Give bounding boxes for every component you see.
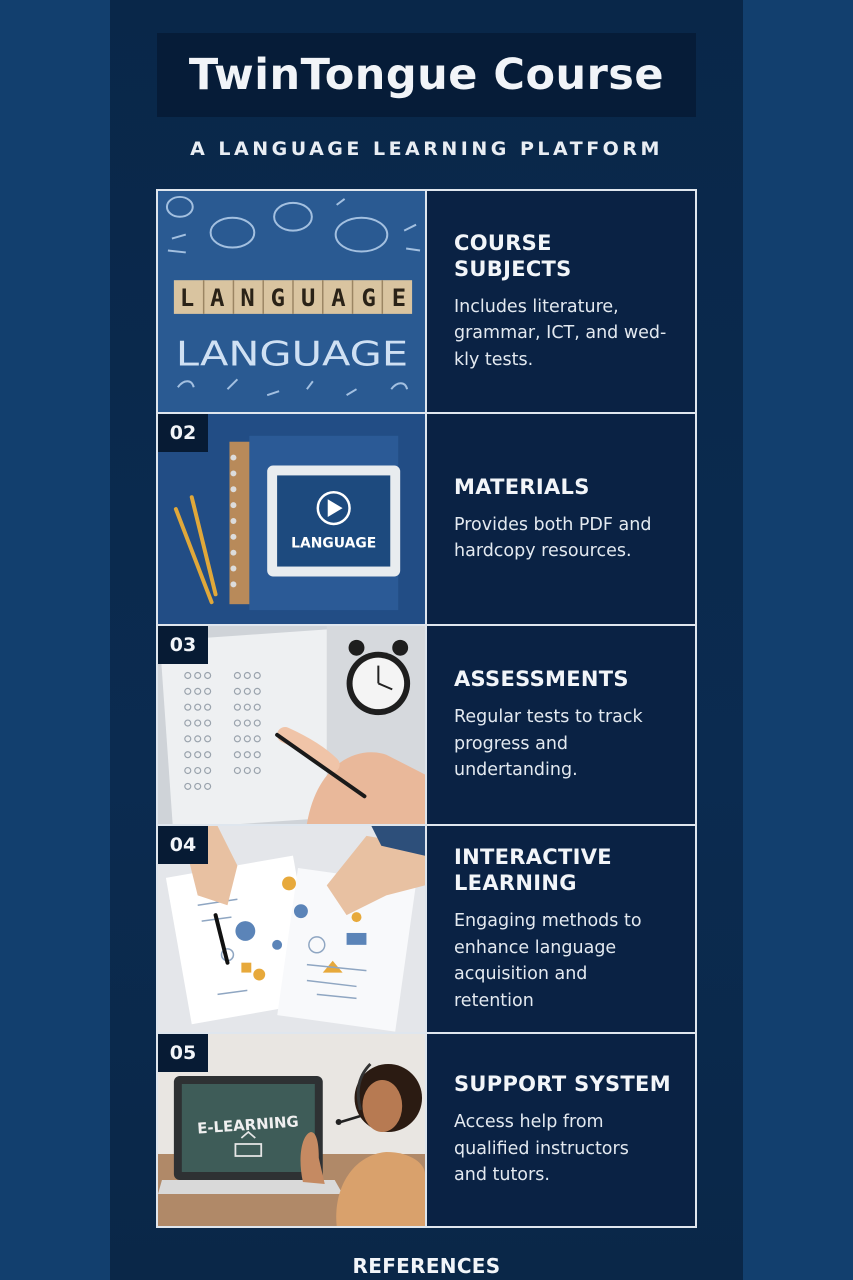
- chalk-text-language: LANGUAGE: [175, 334, 409, 374]
- course-subjects-text: [427, 191, 695, 412]
- interactive-learning-text: [427, 826, 695, 1032]
- course-subjects-heading: COURSE SUBJECTS: [454, 230, 572, 281]
- support-system-description: Access help from qualified instructors and tutors.: [454, 1112, 629, 1186]
- support-system-heading: SUPPORT SYSTEM: [454, 1072, 671, 1097]
- step-badge-05: 05: [158, 1034, 208, 1072]
- laptop-screen-text: E-LEARNING: [196, 1112, 300, 1138]
- background-left-band: [0, 0, 110, 1280]
- step-badge-02: 02: [158, 414, 208, 452]
- assessments-text: [427, 626, 695, 824]
- materials-text: [427, 414, 695, 624]
- references-heading: REFERENCES: [352, 1254, 501, 1278]
- feature-row-interactive-learning: [158, 826, 695, 1034]
- feature-row-support-system: [158, 1034, 695, 1226]
- course-subjects-image: [158, 191, 427, 412]
- tile-text-language: LANGUAGE: [179, 283, 407, 312]
- language-tiles-illustration: [158, 191, 425, 412]
- support-system-image: [158, 1034, 427, 1226]
- assessments-description: Regular tests to track progress and undertanding.: [454, 707, 643, 781]
- materials-heading: MATERIALS: [454, 474, 590, 499]
- course-subjects-description: Includes literature, grammar, ICT, and wed-kly tests.: [454, 296, 667, 370]
- title-banner: [157, 33, 696, 117]
- step-badge-03: 03: [158, 626, 208, 664]
- materials-description: Provides both PDF and hardcopy resources.: [454, 514, 652, 561]
- page-subtitle: A LANGUAGE LEARNING PLATFORM: [190, 138, 663, 160]
- assessments-heading: ASSESSMENTS: [454, 667, 629, 692]
- interactive-learning-image: [158, 826, 427, 1032]
- tablet-text-language: LANGUAGE: [291, 535, 377, 552]
- assessments-image: [158, 626, 427, 824]
- feature-grid: [156, 189, 697, 1228]
- feature-row-course-subjects: [158, 191, 695, 414]
- materials-image: [158, 414, 427, 624]
- page-title: TwinTongue Course: [188, 50, 665, 100]
- interactive-learning-heading: INTERACTIVE LEARNING: [454, 845, 612, 895]
- step-badge-04: 04: [158, 826, 208, 864]
- background-right-band: [743, 0, 853, 1280]
- interactive-learning-description: Engaging methods to enhance language acquisition and retention: [454, 911, 642, 1011]
- support-system-text: [427, 1034, 695, 1226]
- feature-row-materials: [158, 414, 695, 626]
- feature-row-assessments: [158, 626, 695, 826]
